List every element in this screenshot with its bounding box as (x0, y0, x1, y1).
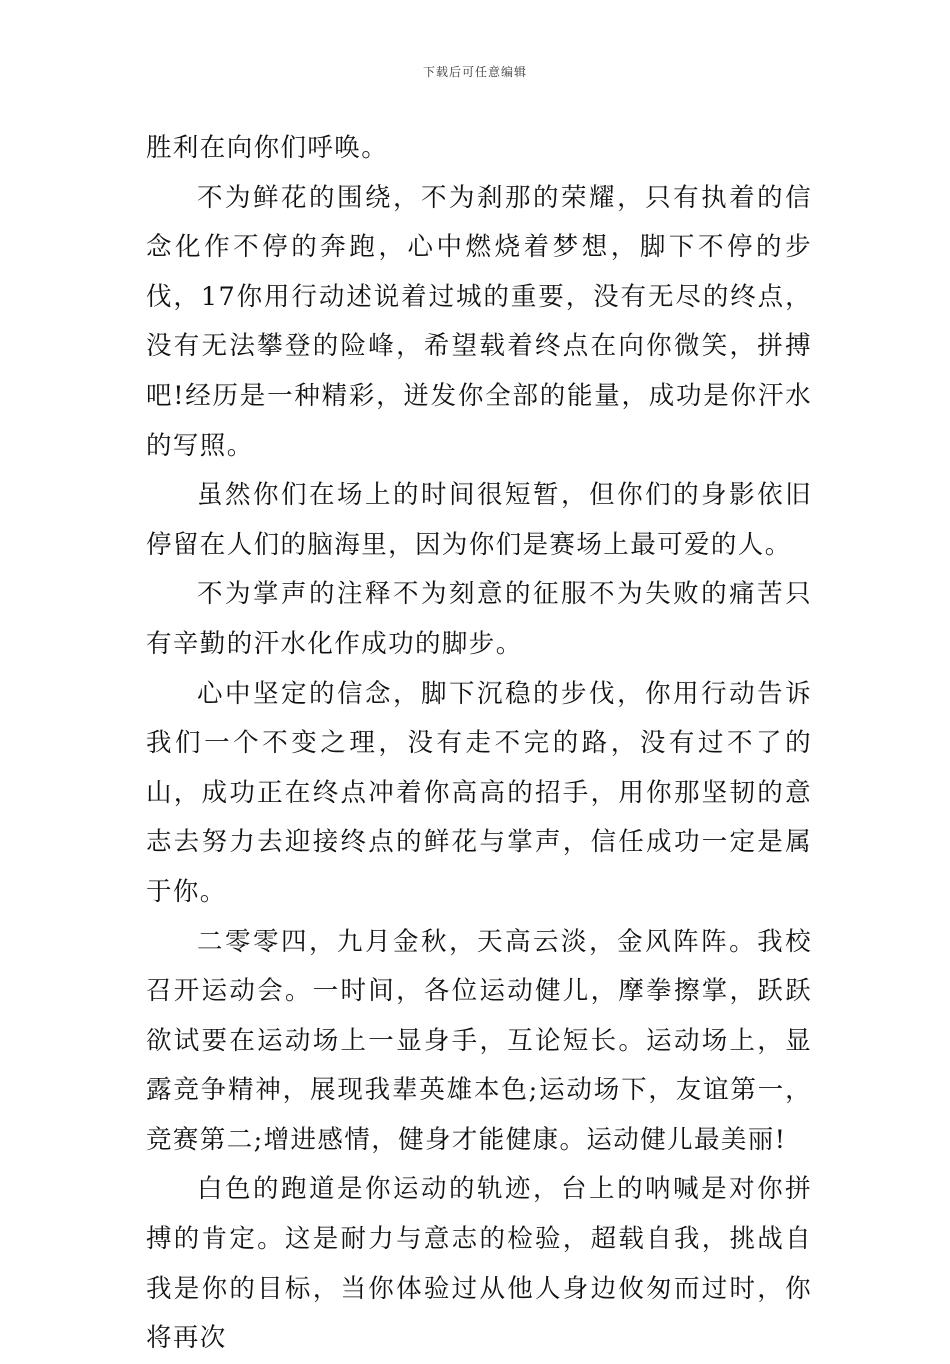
paragraph-continuation: 胜利在向你们呼唤。 (146, 133, 389, 163)
paragraph: 二零零四，九月金秋，天高云淡，金风阵阵。我校召开运动会。一时间，各位运动健儿，摩拳擦掌，跃跃欲试要在运动场上一显身手，互论短长。运动场上，显露竞争精神，展现我辈英雄本色;运动场下，友谊第一，竞赛第二;增进感情，健身才能健康。运动健儿最美丽! (146, 926, 812, 1155)
paragraph: 心中坚定的信念，脚下沉稳的步伐，你用行动告诉我们一个不变之理，没有走不完的路，没有过不了的山，成功正在终点冲着你高高的招手，用你那坚韧的意志去努力去迎接终点的鲜花与掌声，信任成功一定是属于你。 (146, 678, 812, 907)
page-header-note: 下载后可任意编辑 (422, 65, 527, 79)
paragraph: 虽然你们在场上的时间很短暂，但你们的身影依旧停留在人们的脑海里，因为你们是赛场上最可爱的人。 (146, 480, 812, 560)
document-body (146, 124, 812, 1364)
paragraph: 不为鲜花的围绕，不为刹那的荣耀，只有执着的信念化作不停的奔跑，心中燃烧着梦想，脚下不停的步伐，17你用行动述说着过城的重要，没有无尽的终点，没有无法攀登的险峰，希望载着终点在向你微笑，拼搏吧!经历是一种精彩，迸发你全部的能量，成功是你汗水的写照。 (146, 182, 812, 461)
paragraph: 白色的跑道是你运动的轨迹，台上的呐喊是对你拼搏的肯定。这是耐力与意志的检验，超载自我，挑战自我是你的目标，当你体验过从他人身边攸匆而过时，你将再次 (146, 1174, 812, 1354)
paragraph: 不为掌声的注释不为刻意的征服不为失败的痛苦只有辛勤的汗水化作成功的脚步。 (146, 579, 812, 659)
